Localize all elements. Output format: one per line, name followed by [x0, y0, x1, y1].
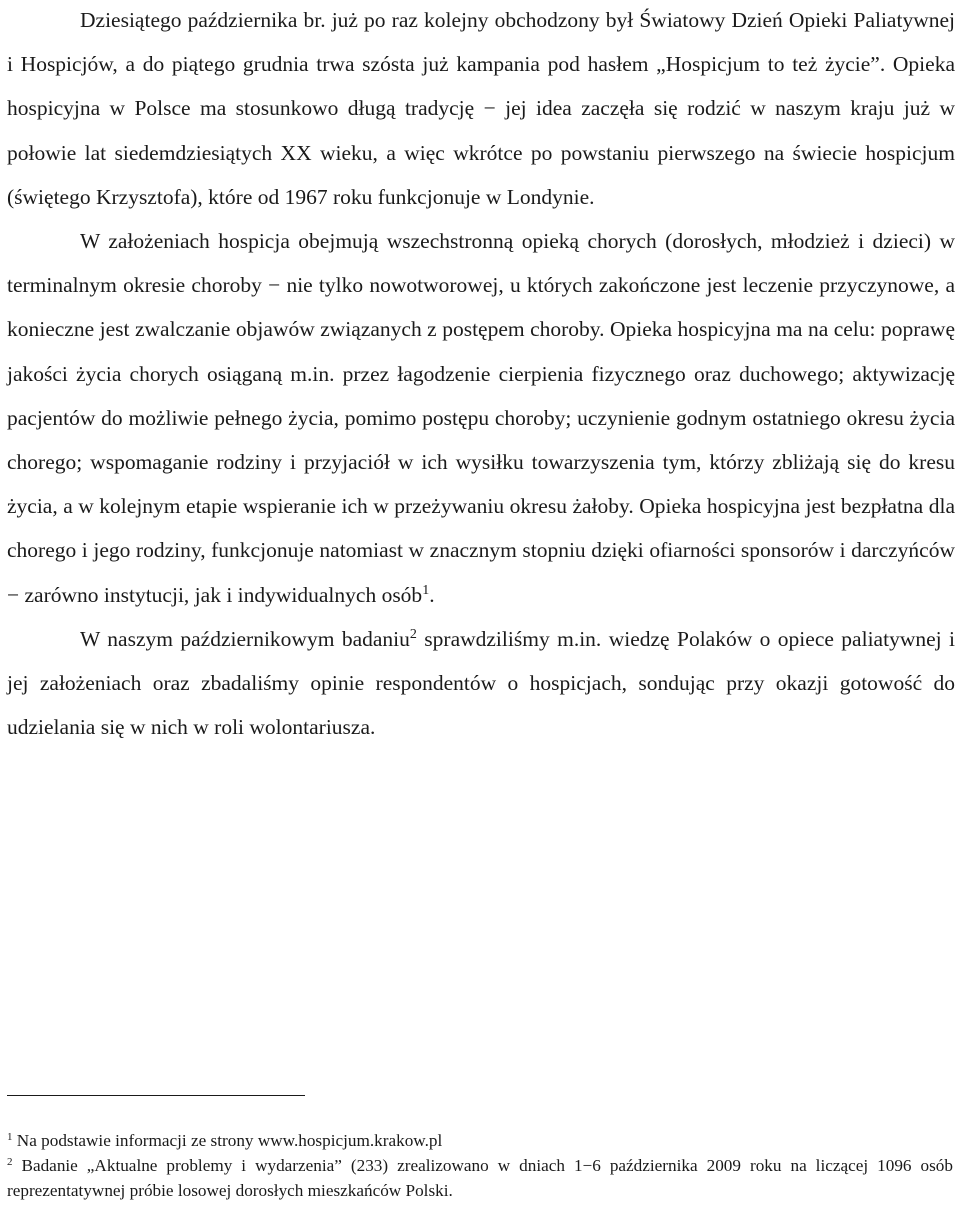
footnotes-section — [7, 1095, 953, 1203]
footnote-1-text: Na podstawie informacji ze strony www.hospicjum.krakow.pl — [16, 1131, 443, 1150]
footnote-separator — [7, 1095, 305, 1096]
paragraph-1: Dziesiątego października br. już po raz kolejny obchodzony był Światowy Dzień Opieki Paliatywnej i Hospicjów, a do piątego grudnia trwa szósta już kampania pod hasłem „Hospicjum to też życie”. Opieka hospicyjna w Polsce ma stosunkowo długą tradycję − jej idea zaczęła się rodzić w naszym kraju już w połowie lat siedemdziesiątych XX wieku, a więc wkrótce po powstaniu pierwszego na świecie hospicjum (świętego Krzysztofa), które od 1967 roku funkcjonuje w Londynie. — [7, 8, 955, 209]
footnote-2-mark: 2 — [7, 1156, 13, 1168]
paragraph-3-text-b: sprawdziliśmy m.in. wiedzę Polaków o opiece paliatywnej i jej założeniach oraz zbadaliśmy opinie respondentów o hospicjach, sondując przy okazji gotowość do udzielania się w nich w roli wolontariusza. — [7, 626, 955, 740]
footnote-2-text: Badanie „Aktualne problemy i wydarzenia” (233) zrealizowano w dniach 1−6 października 2009 roku na liczącej 1096 osób reprezentatywnej próbie losowej dorosłych mieszkańców Polski. — [7, 1156, 953, 1200]
paragraph-2-tail: . — [429, 582, 435, 607]
document-body — [7, 0, 955, 749]
paragraph-2-text: W założeniach hospicja obejmują wszechstronną opieką chorych (dorosłych, młodzież i dzieci) w terminalnym okresie choroby − nie tylko nowotworowej, u których zakończone jest leczenie przyczynowe, a konieczne jest zwalczanie objawów związanych z postępem choroby. Opieka hospicyjna ma na celu: poprawę jakości życia chorych osiąganą m.in. przez łagodzenie cierpienia fizycznego oraz duchowego; aktywizację pacjentów do możliwie pełnego życia, pomimo postępu choroby; uczynienie godnym ostatniego okresu życia chorego; wspomaganie rodziny i przyjaciół w ich wysiłku towarzyszenia tym, którzy zbliżają się do kresu życia, a w kolejnym etapie wspieranie ich w przeżywaniu okresu żałoby. Opieka hospicyjna jest bezpłatna dla chorego i jego rodziny, funkcjonuje natomiast w znacznym stopniu dzięki ofiarności sponsorów i darczyńców − zarówno instytucji, jak i indywidualnych osób — [7, 229, 955, 607]
paragraph-2 — [7, 219, 955, 617]
footnote-2 — [7, 1153, 953, 1203]
footnote-1-mark: 1 — [7, 1131, 13, 1143]
footnote-ref-1: 1 — [422, 582, 430, 598]
footnote-ref-2: 2 — [409, 626, 417, 642]
paragraph-3 — [7, 617, 955, 750]
paragraph-3-text-a: W naszym październikowym badaniu — [80, 626, 410, 651]
footnote-1 — [7, 1128, 953, 1153]
